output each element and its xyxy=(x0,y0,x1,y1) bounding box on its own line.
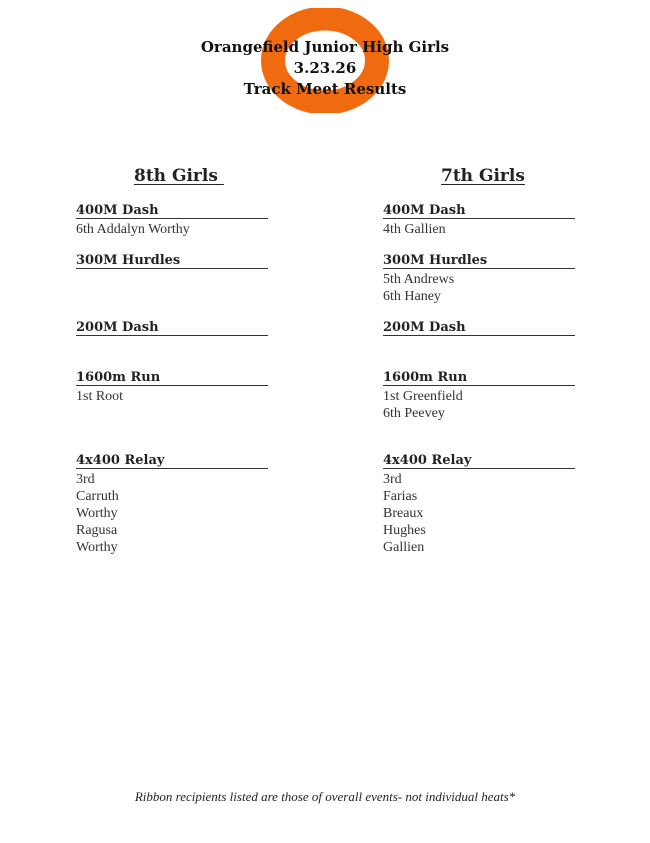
result-line: 4th Gallien xyxy=(383,222,446,237)
footnote: Ribbon recipients listed are those of overall events- not individual heats* xyxy=(134,789,516,804)
event-name: 200M Dash xyxy=(383,321,575,336)
column-title-8th: 8th Girls xyxy=(134,166,224,186)
page-header xyxy=(0,37,650,100)
result-line: Worthy xyxy=(76,506,118,521)
results-column-8th xyxy=(76,204,268,556)
result-line: Farias xyxy=(383,489,418,504)
result-line: Gallien xyxy=(383,540,425,555)
event-name: 4x400 Relay xyxy=(76,454,268,469)
result-line: 1st Root xyxy=(76,389,124,404)
event-name: 400M Dash xyxy=(383,204,575,219)
school-title: Orangefield Junior High Girls xyxy=(200,38,450,56)
event-name: 1600m Run xyxy=(383,371,575,386)
event-block xyxy=(76,204,268,254)
results-title: Track Meet Results xyxy=(243,80,407,98)
result-line: 6th Haney xyxy=(383,289,441,304)
event-block xyxy=(383,454,575,556)
event-block xyxy=(383,254,575,321)
result-line: 6th Addalyn Worthy xyxy=(76,222,190,237)
result-line: 6th Peevey xyxy=(383,406,445,421)
event-name: 400M Dash xyxy=(76,204,268,219)
column-title-7th: 7th Girls xyxy=(441,166,525,186)
event-block xyxy=(76,371,268,454)
result-line: Worthy xyxy=(76,540,118,555)
result-line: 5th Andrews xyxy=(383,272,455,287)
meet-date: 3.23.26 xyxy=(293,59,357,77)
result-line: 3rd xyxy=(383,472,402,487)
result-line: Breaux xyxy=(383,506,424,521)
event-name: 4x400 Relay xyxy=(383,454,575,469)
result-line: Carruth xyxy=(76,489,119,504)
event-name: 200M Dash xyxy=(76,321,268,336)
event-name: 300M Hurdles xyxy=(76,254,268,269)
event-block xyxy=(76,454,268,556)
event-block xyxy=(383,204,575,254)
result-line: Hughes xyxy=(383,523,426,538)
result-line: Ragusa xyxy=(76,523,118,538)
results-column-7th xyxy=(383,204,575,556)
event-name: 1600m Run xyxy=(76,371,268,386)
event-block xyxy=(383,321,575,371)
event-name: 300M Hurdles xyxy=(383,254,575,269)
event-block xyxy=(383,371,575,454)
event-block xyxy=(76,254,268,321)
event-block xyxy=(76,321,268,371)
result-line: 1st Greenfield xyxy=(383,389,463,404)
result-line: 3rd xyxy=(76,472,95,487)
